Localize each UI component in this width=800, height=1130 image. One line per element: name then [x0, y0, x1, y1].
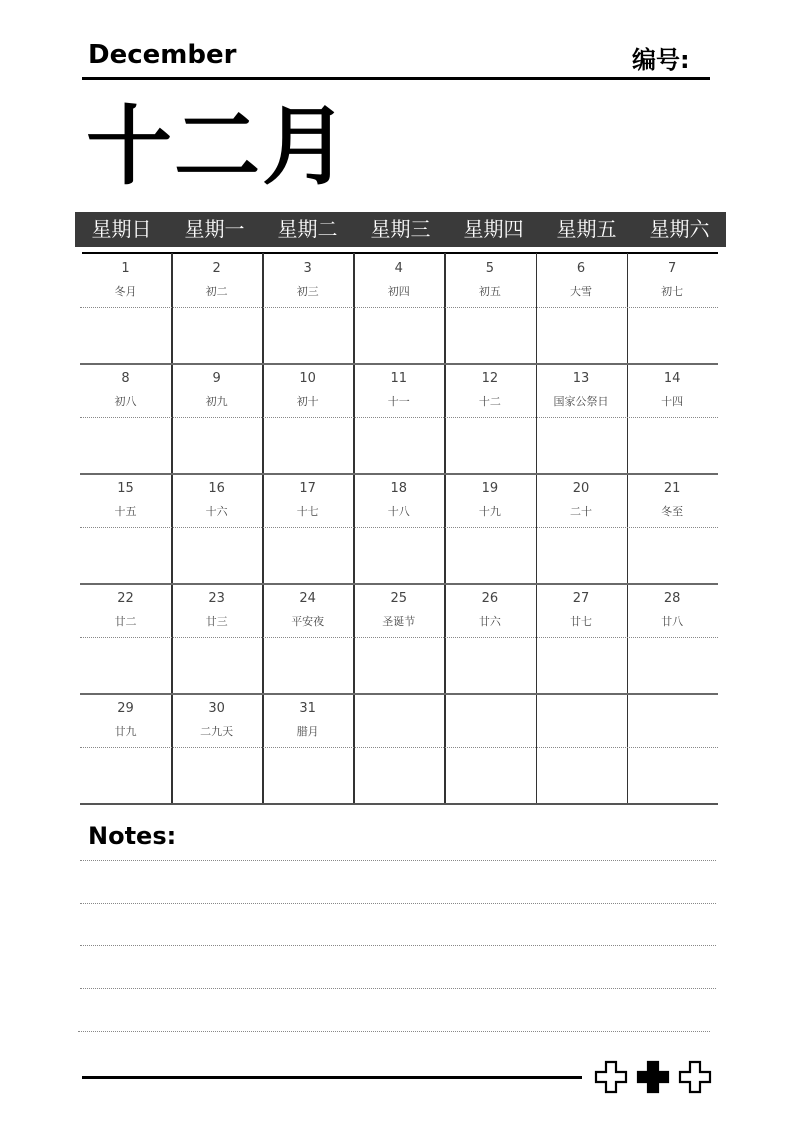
- plus-outline-icon: [678, 1060, 712, 1094]
- day-number: 8: [121, 371, 130, 386]
- day-number: 30: [208, 701, 225, 716]
- calendar-day-cell: [171, 253, 262, 363]
- day-number: 7: [667, 261, 677, 276]
- calendar-day-cell: [171, 693, 262, 803]
- day-number: 25: [390, 591, 408, 606]
- calendar-day-cell: [536, 363, 627, 473]
- day-number: 11: [390, 371, 408, 386]
- lunar-label: 十九: [478, 505, 501, 518]
- day-number: 14: [663, 371, 681, 386]
- calendar-day-cell: [353, 473, 444, 583]
- notes-line: [80, 988, 716, 989]
- weekday-tue: 星期二: [277, 217, 338, 241]
- calendar-day-cell: [627, 583, 718, 693]
- calendar-day-cell: [262, 363, 353, 473]
- day-number: 23: [208, 591, 225, 606]
- calendar-day-cell: [353, 253, 444, 363]
- cell-dotted-divider: [80, 747, 718, 748]
- lunar-label: 初二: [205, 285, 228, 298]
- grid-row-divider: [80, 803, 718, 805]
- footer-icons: [594, 1060, 712, 1094]
- lunar-label: 初五: [478, 285, 501, 298]
- grid-column-divider: [536, 253, 538, 804]
- cell-dotted-divider: [80, 417, 718, 418]
- footer-rule: [82, 1076, 582, 1079]
- day-number: 16: [208, 481, 225, 496]
- calendar-day-cell: [171, 473, 262, 583]
- calendar-day-cell: [627, 473, 718, 583]
- day-number: 1: [121, 261, 130, 276]
- weekday-fri: 星期五: [556, 217, 617, 241]
- grid-column-divider: [444, 253, 446, 804]
- day-number: 13: [572, 371, 590, 386]
- notes-line: [80, 945, 716, 946]
- calendar-day-cell: [80, 253, 171, 363]
- lunar-label: 廿二: [114, 615, 137, 628]
- lunar-label: 廿三: [205, 615, 228, 628]
- day-number: 6: [576, 261, 586, 276]
- lunar-label: 廿六: [478, 615, 501, 628]
- notes-line: [80, 903, 716, 904]
- lunar-label: 十一: [387, 395, 410, 408]
- day-number: 18: [390, 481, 408, 496]
- day-number: 5: [485, 261, 495, 276]
- calendar-day-cell: [262, 473, 353, 583]
- calendar-day-cell: [627, 363, 718, 473]
- calendar-day-cell: [171, 363, 262, 473]
- lunar-label: 廿七: [570, 615, 592, 628]
- weekday-mon: 星期一: [184, 217, 245, 241]
- month-label: December: [88, 40, 237, 70]
- lunar-label: 二九天: [200, 725, 234, 738]
- calendar-day-cell: [627, 693, 718, 803]
- calendar-day-cell: [80, 473, 171, 583]
- calendar-day-cell: [444, 473, 535, 583]
- calendar-grid: [80, 253, 718, 804]
- day-number: 20: [572, 481, 590, 496]
- lunar-label: 十八: [387, 505, 410, 518]
- day-number: 2: [212, 261, 221, 276]
- lunar-label: 大雪: [570, 285, 592, 298]
- lunar-label: 十七: [296, 505, 319, 518]
- day-number: 4: [394, 261, 403, 276]
- lunar-label: 十四: [661, 395, 684, 408]
- calendar-day-cell: [353, 583, 444, 693]
- grid-column-divider: [353, 253, 355, 804]
- calendar-day-cell: [444, 583, 535, 693]
- weekday-thu: 星期四: [463, 217, 524, 241]
- lunar-label: 初三: [296, 285, 319, 298]
- weekday-wed: 星期三: [370, 217, 431, 241]
- plus-solid-icon: [636, 1060, 670, 1094]
- calendar-day-cell: [444, 363, 535, 473]
- calendar-day-cell: [353, 363, 444, 473]
- weekday-header: [75, 212, 726, 247]
- day-number: 3: [303, 261, 312, 276]
- calendar-day-cell: [536, 693, 627, 803]
- calendar-day-cell: [444, 253, 535, 363]
- lunar-label: 廿九: [114, 725, 137, 738]
- calendar-day-cell: [627, 253, 718, 363]
- day-number: 22: [117, 591, 134, 606]
- calendar-day-cell: [536, 583, 627, 693]
- number-label: 编号:: [632, 46, 690, 74]
- calendar-day-cell: [80, 363, 171, 473]
- lunar-label: 初四: [387, 285, 410, 298]
- lunar-label: 初八: [114, 395, 137, 408]
- day-number: 9: [212, 371, 221, 386]
- day-number: 15: [117, 481, 134, 496]
- lunar-label: 十六: [205, 505, 228, 518]
- day-number: 10: [299, 371, 316, 386]
- lunar-label: 初九: [205, 395, 228, 408]
- weekday-sat: 星期六: [649, 217, 710, 241]
- plus-outline-icon: [594, 1060, 628, 1094]
- lunar-label: 十五: [114, 505, 137, 518]
- lunar-label: 二十: [570, 505, 592, 518]
- header-rule: [82, 77, 710, 80]
- day-number: 17: [299, 481, 316, 496]
- lunar-label: 腊月: [296, 725, 319, 738]
- day-number: 21: [663, 481, 681, 496]
- weekday-sun: 星期日: [91, 217, 152, 241]
- grid-row-divider: [80, 693, 718, 695]
- grid-column-divider: [171, 253, 173, 804]
- grid-column-divider: [627, 253, 629, 804]
- cell-dotted-divider: [80, 307, 718, 308]
- grid-row-divider: [80, 363, 718, 365]
- notes-line: [78, 1031, 710, 1032]
- day-number: 26: [481, 591, 499, 606]
- calendar-day-cell: [353, 693, 444, 803]
- calendar-day-cell: [262, 253, 353, 363]
- day-number: 29: [117, 701, 134, 716]
- lunar-label: 圣诞节: [382, 615, 416, 628]
- grid-row-divider: [80, 473, 718, 475]
- calendar-day-cell: [80, 693, 171, 803]
- lunar-label: 冬月: [114, 285, 137, 298]
- day-number: 27: [572, 591, 590, 606]
- lunar-label: 廿八: [661, 615, 684, 628]
- day-number: 24: [299, 591, 316, 606]
- grid-column-divider: [262, 253, 264, 804]
- calendar-day-cell: [80, 583, 171, 693]
- lunar-label: 十二: [478, 395, 501, 408]
- lunar-label: 平安夜: [291, 615, 325, 628]
- lunar-label: 初十: [296, 395, 319, 408]
- grid-row-divider: [80, 583, 718, 585]
- calendar-day-cell: [536, 473, 627, 583]
- day-number: 12: [481, 371, 499, 386]
- page-title: 十二月: [86, 97, 350, 197]
- day-number: 19: [481, 481, 499, 496]
- cell-dotted-divider: [80, 637, 718, 638]
- lunar-label: 国家公祭日: [553, 395, 609, 408]
- calendar-day-cell: [444, 693, 535, 803]
- calendar-day-cell: [262, 583, 353, 693]
- notes-label: Notes:: [88, 822, 177, 850]
- day-number: 28: [663, 591, 681, 606]
- day-number: 31: [299, 701, 316, 716]
- lunar-label: 冬至: [661, 505, 684, 518]
- calendar-day-cell: [262, 693, 353, 803]
- lunar-label: 初七: [661, 285, 684, 298]
- calendar-day-cell: [171, 583, 262, 693]
- calendar-day-cell: [536, 253, 627, 363]
- cell-dotted-divider: [80, 527, 718, 528]
- notes-line: [80, 860, 716, 861]
